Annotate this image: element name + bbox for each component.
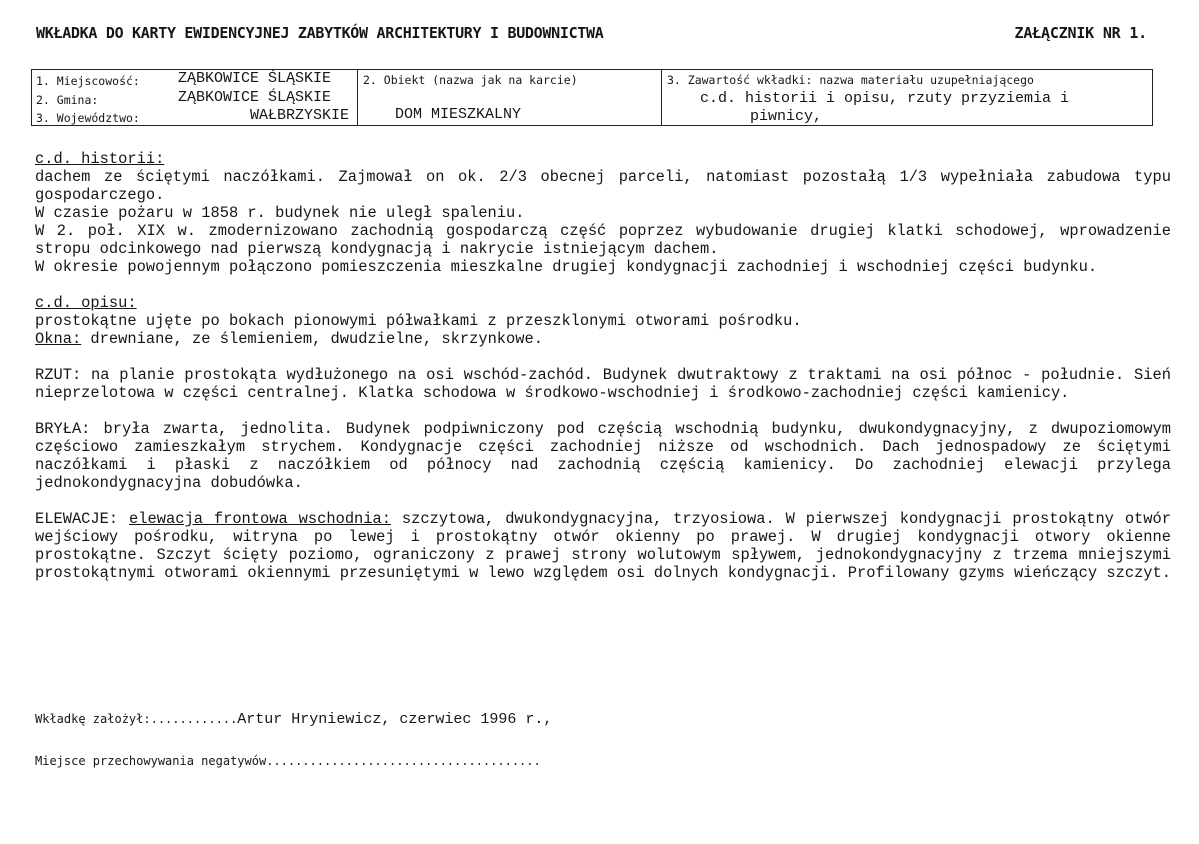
attachment-number: ZAŁĄCZNIK NR 1.: [1014, 24, 1147, 42]
history-heading: c.d. historii:: [35, 150, 165, 168]
description-paragraph: prostokątne ujęte po bokach pionowymi półwałkami z przeszklonymi otworami pośrodku.: [35, 312, 802, 330]
document-body: [35, 150, 1171, 582]
locality-row: [36, 72, 353, 90]
mass-paragraph: BRYŁA: bryła zwarta, jednolita. Budynek podpiwniczony pod częścią wschodnią budynku, dwukondygnacyjny, z dwupoziomowym częściowo zamieszkałym strychem. Kondygnacje części zachodniej niższe od wschodnich. Dach jednospadowy ze ściętymi naczółkami i płaski z naczółkiem od północy nad zachodnią częścią kamienicy. Do zachodniej elewacji przylega jednokondygnacyjna dobudówka.: [35, 420, 1171, 492]
author-line: [35, 711, 552, 728]
document-title: WKŁADKA DO KARTY EWIDENCYJNEJ ZABYTKÓW ARCHITEKTURY I BUDOWNICTWA: [36, 24, 604, 42]
author-label: Wkładkę założył:............: [35, 712, 238, 726]
object-cell: [358, 70, 662, 125]
commune-value: ZĄBKOWICE ŚLĄSKIE: [178, 89, 332, 106]
author-value: Artur Hryniewicz, czerwiec 1996 r.,: [237, 711, 553, 728]
history-paragraph-1: dachem ze ściętymi naczółkami. Zajmował on ok. 2/3 obecnej parceli, natomiast pozostałą 1/3 wypełniała zabudowa typu gospodarczego.: [35, 168, 1171, 204]
locality-label: 1. Miejscowość:: [36, 74, 140, 88]
object-label: 2. Obiekt (nazwa jak na karcie): [363, 73, 578, 87]
negatives-line: [35, 754, 541, 768]
location-cell: [32, 70, 358, 125]
content-value-line-1: c.d. historii i opisu, rzuty przyziemia i: [700, 90, 1070, 107]
content-label: 3. Zawartość wkładki: nazwa materiału uzupełniającego: [667, 73, 1034, 87]
locality-value: ZĄBKOWICE ŚLĄSKIE: [178, 70, 332, 87]
object-value: DOM MIESZKALNY: [395, 106, 522, 123]
negatives-label: Miejsce przechowywania negatywów......................................: [35, 754, 541, 768]
content-cell: [662, 70, 1152, 125]
windows-label: Okna:: [35, 330, 82, 348]
voivodeship-row: [36, 109, 353, 127]
voivodeship-value: WAŁBRZYSKIE: [250, 107, 350, 124]
plan-paragraph: RZUT: na planie prostokąta wydłużonego na osi wschód-zachód. Budynek dwutraktowy z traktami na osi północ - południe. Sień nieprzelotowa w części centralnej. Klatka schodowa w środkowo-wschodniej i środkowo-zachodniej części kamienicy.: [35, 366, 1171, 402]
content-value-line-2: piwnicy,: [750, 108, 823, 125]
history-paragraph-2: W czasie pożaru w 1858 r. budynek nie uległ spaleniu.: [35, 204, 525, 222]
info-table: [31, 69, 1153, 126]
voivodeship-label: 3. Województwo:: [36, 111, 140, 125]
history-paragraph-3: W 2. poł. XIX w. zmodernizowano zachodnią gospodarczą część poprzez wybudowanie drugiej klatki schodowej, wprowadzenie stropu odcinkowego nad pierwszą kondygnacją i nakrycie istniejącym dachem.: [35, 222, 1171, 258]
commune-label: 2. Gmina:: [36, 93, 99, 107]
elevations-label: ELEWACJE:: [35, 510, 130, 528]
history-paragraph-4: W okresie powojennym połączono pomieszczenia mieszkalne drugiej kondygnacji zachodniej i wschodniej części budynku.: [35, 258, 1098, 276]
windows-text: drewniane, ze ślemieniem, dwudzielne, skrzynkowe.: [81, 330, 543, 348]
elevations-text: szczytowa, dwukondygnacyjna, trzyosiowa. W pierwszej kondygnacji prostokątny otwór wejściowy pośrodku, witryna po lewej i prostokątny otwór okienny po prawej. W drugiej kondygnacji otwory okienne prostokątne. Szczyt ścięty poziomo, ograniczony z prawej strony wolutowym spływem, jednokondygnacyjny z trzema mniejszymi prostokątnymi otworami okiennymi przesuniętymi w lewo względem osi dolnych kondygnacji. Profilowany gzyms wieńczący szczyt.: [35, 510, 1172, 582]
description-heading: c.d. opisu:: [35, 294, 137, 312]
windows-paragraph: [35, 330, 1171, 348]
elevations-paragraph: [35, 510, 1171, 582]
front-elevation-label: elewacja frontowa wschodnia:: [129, 510, 392, 528]
